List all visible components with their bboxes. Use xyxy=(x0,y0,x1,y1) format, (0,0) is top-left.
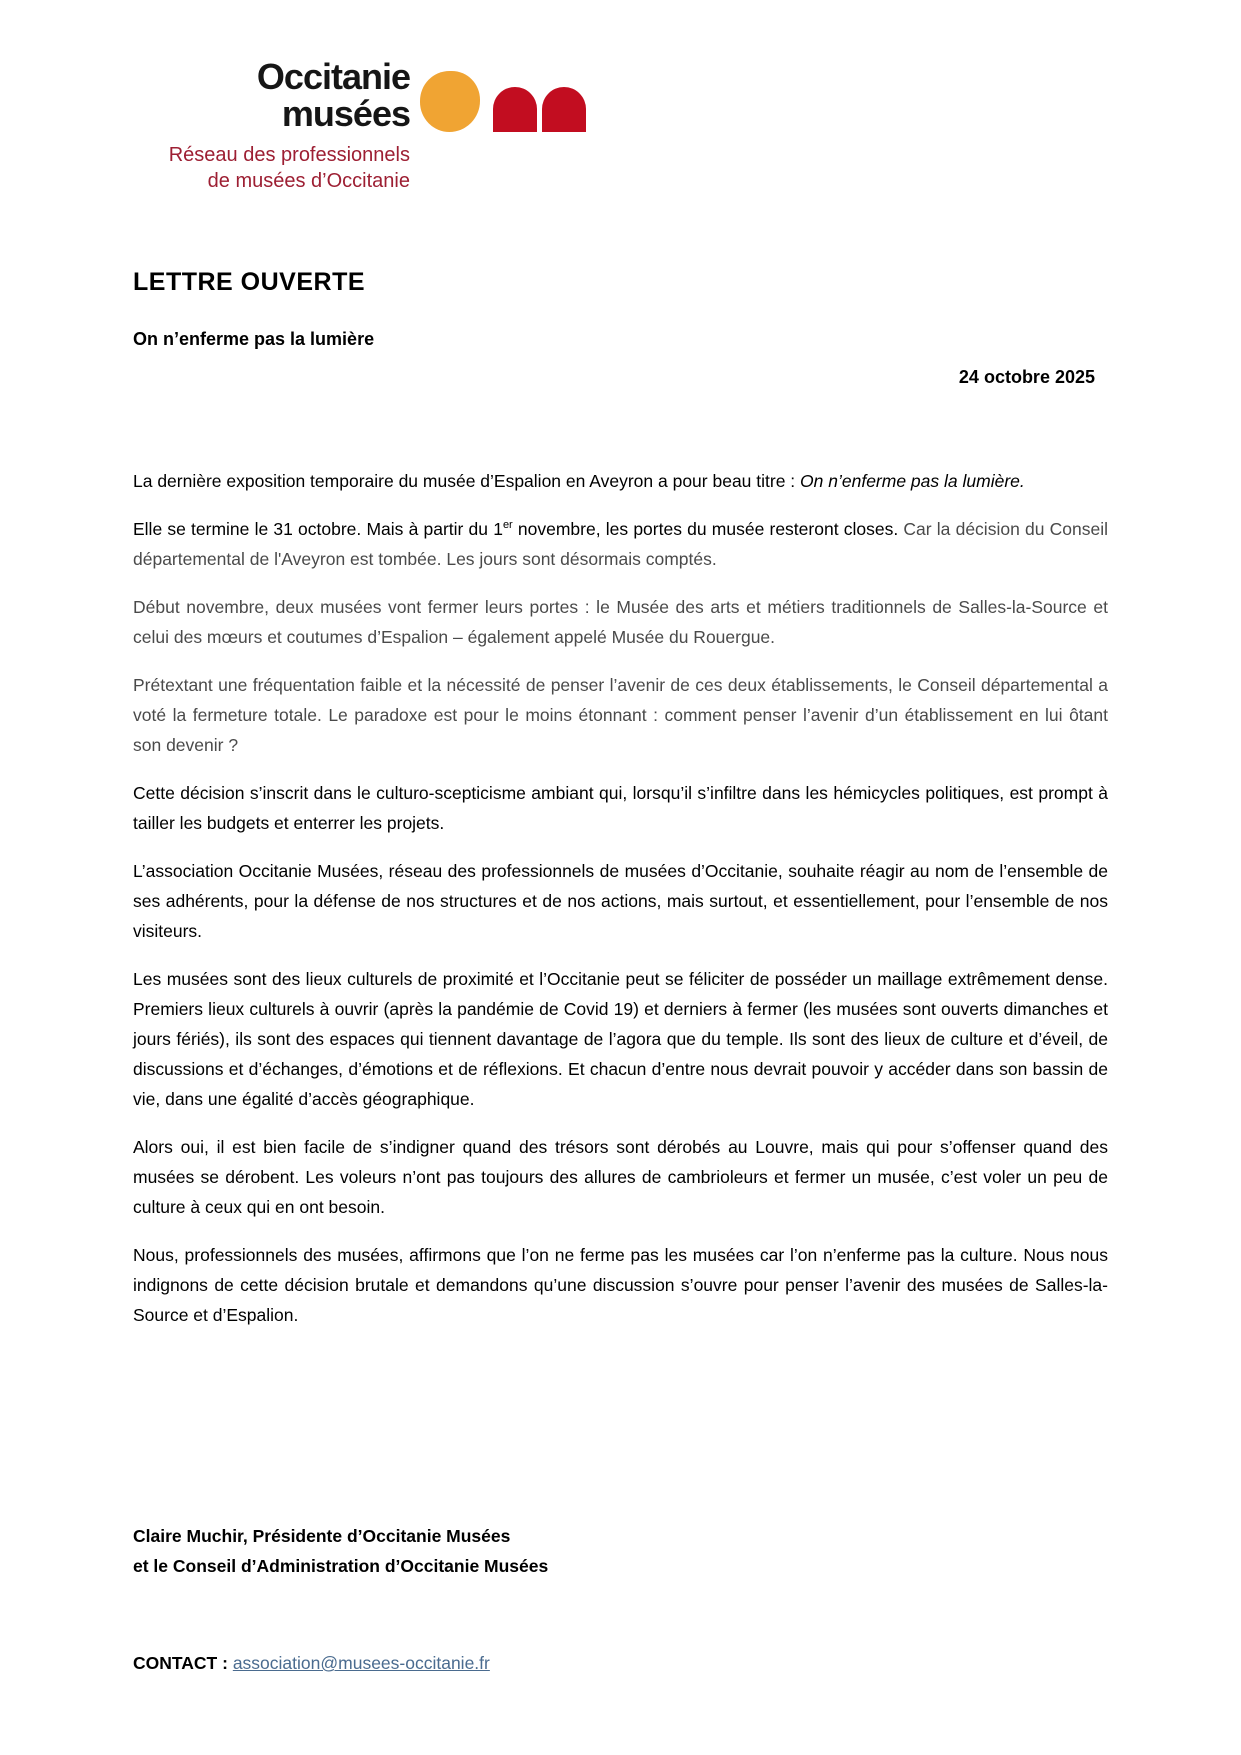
signature-block xyxy=(133,1521,1108,1581)
logo-tagline xyxy=(133,142,410,194)
paragraph: Alors oui, il est bien facile de s’indigner quand des trésors sont dérobés au Louvre, mais qui pour s’offenser quand des musées se dérobent. Les voleurs n’ont pas toujours des allures de cambrioleurs et fermer un musée, c’est voler un peu de culture à ceux qui en ont besoin. xyxy=(133,1137,1108,1217)
page-title: LETTRE OUVERTE xyxy=(133,268,366,296)
paragraph: Cette décision s’inscrit dans le culturo-scepticisme ambiant qui, lorsqu’il s’infiltre dans les hémicycles politiques, est prompt à tailler les budgets et enterrer les projets. xyxy=(133,783,1108,833)
logo-arch-shape xyxy=(493,87,537,132)
contact-email-link[interactable]: association@musees-occitanie.fr xyxy=(232,1653,490,1673)
logo-wordmark-line2: musées xyxy=(281,93,410,134)
contact-line xyxy=(133,1648,1108,1678)
paragraph: La dernière exposition temporaire du musée d’Espalion en Aveyron a pour beau titre : On n’enferme pas la lumière. xyxy=(133,471,1025,491)
paragraph: Nous, professionnels des musées, affirmons que l’on ne ferme pas les musées car l’on n’enferme pas la culture. Nous nous indignons de cette décision brutale et demandons qu’une discussion s’ouvre pour penser l’avenir des musées de Salles-la-Source et d’Espalion. xyxy=(133,1245,1108,1325)
logo-tagline-line2: de musées d’Occitanie xyxy=(207,170,410,192)
paragraph: Elle se termine le 31 octobre. Mais à partir du 1er novembre, les portes du musée resteront closes. Car la décision du Conseil départemental de l'Aveyron est tombée. Les jours sont désormais comptés. xyxy=(133,519,1108,569)
logo xyxy=(133,58,593,194)
paragraph: Début novembre, deux musées vont fermer leurs portes : le Musée des arts et métiers traditionnels de Salles-la-Source et celui des mœurs et coutumes d’Espalion – également appelé Musée du Rouergue. xyxy=(133,597,1108,647)
logo-arch-shape xyxy=(542,87,586,132)
body-paragraphs xyxy=(133,466,1108,1330)
signature-board: et le Conseil d’Administration d’Occitanie Musées xyxy=(133,1556,549,1576)
contact-label: CONTACT : xyxy=(133,1653,228,1673)
logo-wordmark-line1: Occitanie xyxy=(256,56,410,97)
signature-name: Claire Muchir, Présidente d’Occitanie Musées xyxy=(133,1526,511,1546)
paragraph: Les musées sont des lieux culturels de proximité et l’Occitanie peut se féliciter de posséder un maillage extrêmement dense. Premiers lieux culturels à ouvrir (après la pandémie de Covid 19) et derniers à fermer (les musées sont ouverts dimanches et jours fériés), ils sont des espaces qui tiennent davantage de l’agora que du temple. Ils sont des lieux de culture et d’éveil, de discussions et d’échanges, d’émotions et de réflexions. Et chacun d’entre nous devrait pouvoir y accéder dans son bassin de vie, dans une égalité d’accès géographique. xyxy=(133,969,1108,1109)
logo-wordmark xyxy=(133,58,410,132)
paragraph: L’association Occitanie Musées, réseau des professionnels de musées d’Occitanie, souhaite réagir au nom de l’ensemble de ses adhérents, pour la défense de nos structures et de nos actions, mais surtout, et essentiellement, pour l’ensemble de nos visiteurs. xyxy=(133,861,1108,941)
page-subtitle: On n’enferme pas la lumière xyxy=(133,329,375,349)
logo-circle-shape xyxy=(420,71,480,132)
logo-shapes xyxy=(420,71,586,132)
paragraph: Prétextant une fréquentation faible et la nécessité de penser l’avenir de ces deux établissements, le Conseil départemental a voté la fermeture totale. Le paradoxe est pour le moins étonnant : comment penser l’avenir d’un établissement en lui ôtant son devenir ? xyxy=(133,675,1108,755)
document-date: 24 octobre 2025 xyxy=(958,367,1095,387)
logo-tagline-line1: Réseau des professionnels xyxy=(168,144,410,166)
